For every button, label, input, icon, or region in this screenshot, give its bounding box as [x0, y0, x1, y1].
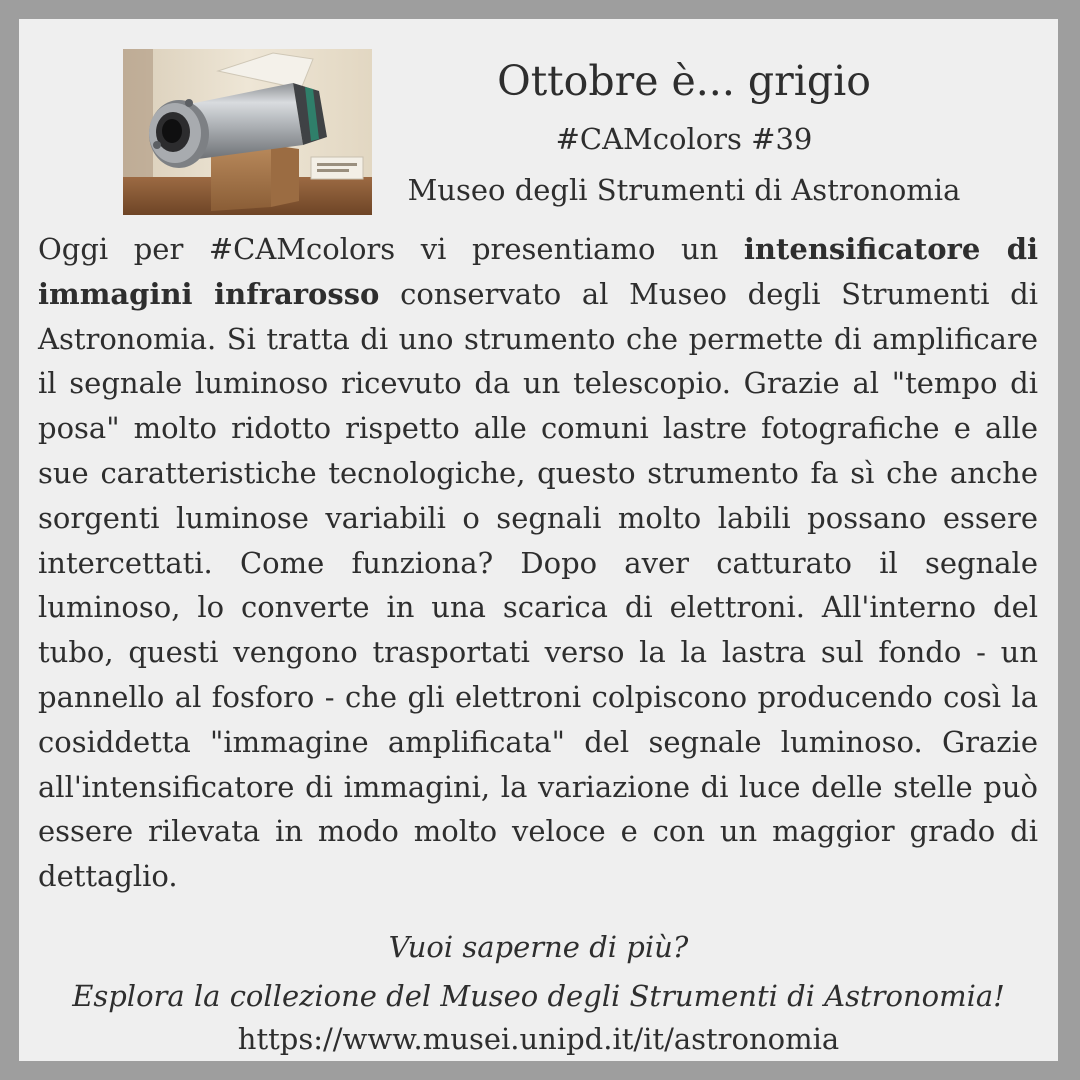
- instrument-photo: [123, 49, 372, 215]
- cta-question: Vuoi saperne di più?: [388, 930, 689, 964]
- post-title: Ottobre è... grigio: [497, 57, 871, 105]
- cta-explore: Esplora la collezione del Museo degli Strumenti di Astronomia!: [72, 979, 1005, 1013]
- museum-url-link[interactable]: https://www.musei.unipd.it/it/astronomia: [237, 1022, 840, 1056]
- post-card: [19, 19, 1058, 1061]
- description-intro: Oggi per #CAMcolors vi presentiamo un: [38, 232, 744, 266]
- instrument-name-highlight: intensificatore di immagini infrarosso: [38, 232, 1038, 311]
- description-text: conservato al Museo degli Strumenti di Astronomia. Si tratta di uno strumento che permette di amplificare il segnale luminoso ricevuto da un telescopio. Grazie al "tempo di posa" molto ridotto rispetto alle comuni lastre fotografiche e alle sue caratteristiche tecnologiche, questo strumento fa sì che anche sorgenti luminose variabili o segnali molto labili possano essere intercettati. Come funziona? Dopo aver catturato il segnale luminoso, lo converte in una scarica di elettroni. All'interno del tubo, questi vengono trasportati verso la la lastra sul fondo - un pannello al fosforo - che gli elettroni colpiscono producendo così la cosiddetta "immagine amplificata" del segnale luminoso. Grazie all'intensificatore di immagini, la variazione di luce delle stelle può essere rilevata in modo molto veloce e con un maggior grado di dettaglio.: [38, 276, 1039, 894]
- instrument-photo-image: [123, 49, 372, 215]
- museum-name: Museo degli Strumenti di Astronomia: [407, 173, 961, 207]
- hashtag-line: #CAMcolors #39: [555, 122, 813, 156]
- description-paragraph: [38, 227, 1038, 899]
